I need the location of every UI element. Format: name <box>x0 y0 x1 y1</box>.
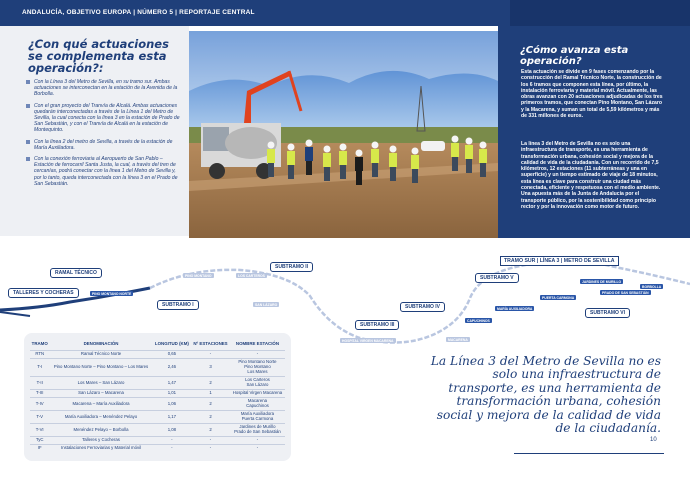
table-cell: Jardines de Murillo Prado de San Sebastián <box>230 424 285 437</box>
label-subtramo-1: SUBTRAMO I <box>157 300 199 310</box>
label-subtramo-4: SUBTRAMO IV <box>400 302 445 312</box>
table-cell: 1,08 <box>153 424 191 437</box>
table-cell: 2 <box>191 411 230 424</box>
table-cell: San Lázaro – Macarena <box>49 389 152 397</box>
station-capuchinos: CAPUCHINOS <box>467 318 490 323</box>
table-cell: - <box>230 436 285 444</box>
label-subtramo-6: SUBTRAMO VI <box>585 308 630 318</box>
table-cell: TyC <box>30 436 49 444</box>
table-cell: 3 <box>191 359 230 377</box>
table-cell: - <box>191 351 230 359</box>
station-prado-san-sebastian: PRADO DE SAN SEBASTIÁN <box>602 290 649 295</box>
left-heading: ¿Con qué actuaciones se complementa esta operación?: <box>28 37 169 75</box>
table-cell: Los Mares – San Lázaro <box>49 376 152 389</box>
table-cell: Pino Montano Norte Pino Montano Los Mares <box>230 359 285 377</box>
station-pino-montano: PINO MONTANO <box>185 273 212 278</box>
table-cell: IF <box>30 445 49 453</box>
list-item: Con la línea 2 del metro de Sevilla, a través de la estación de María Auxiliadora. <box>34 139 182 151</box>
table-cell: - <box>153 445 191 453</box>
station-maria-auxiliadora: MARÍA AUXILIADORA <box>497 306 533 311</box>
list-item: Con la conexión ferroviaria al Aeropuerto de San Pablo – Estación de ferrocarril Santa Justa, la cual, a través del tren de cercanías, podrá conectar con la línea 1 del Metro de Sevilla y, por lo tanto, queda interconectada con la línea 3 en el Prado de San Sebastián. <box>34 156 182 187</box>
table-cell: T-III <box>30 389 49 397</box>
table-cell: T-II <box>30 376 49 389</box>
table-cell: Instalaciones Ferroviarias y Material móvil <box>49 445 152 453</box>
running-header: ANDALUCÍA, OBJETIVO EUROPA | NÚMERO 5 | REPORTAJE CENTRAL <box>22 9 255 16</box>
table-cell: 2 <box>191 376 230 389</box>
label-subtramo-5: SUBTRAMO V <box>475 273 519 283</box>
label-subtramo-2: SUBTRAMO II <box>270 262 313 272</box>
col-nombre-estacion: NOMBRE ESTACIÓN <box>235 341 279 346</box>
list-item: Con la Línea 3 del Metro de Sevilla, en su tramo sur. Ambas actuaciones se interconectan en la estación de la Avenida de la Borbolla. <box>34 79 182 98</box>
table-cell: Hospital Virgen Macarena <box>230 389 285 397</box>
list-item: Con el gran proyecto del Tranvía de Alcalá. Ambas actuaciones quedarán interconectadas a través de la Línea 1 del Metro de Sevilla, la cual conecta con la línea 3 en la estación de Prado de San Sebastián, y con el Tranvía de Alcalá en la estación de Montequinto. <box>34 103 182 134</box>
table-cell: Los Carteros San Lázaro <box>230 376 285 389</box>
label-talleres: TALLERES Y COCHERAS <box>8 288 79 298</box>
table-cell: - <box>230 445 285 453</box>
table-cell: T-IV <box>30 398 49 411</box>
station-puerta-carmona: PUERTA CARMONA <box>542 295 575 300</box>
table-row <box>30 351 285 359</box>
bullet-icon <box>26 157 30 161</box>
table-cell: T-VI <box>30 424 49 437</box>
station-hospital: HOSPITAL VIRGEN MACARENA <box>342 338 394 343</box>
table-body <box>30 351 285 453</box>
table-row <box>30 411 285 424</box>
table-cell: RTN <box>30 351 49 359</box>
table-cell: 1,17 <box>153 411 191 424</box>
table-cell: María Auxiliadora – Menéndez Pelayo <box>49 411 152 424</box>
construction-site-photo <box>189 31 498 238</box>
table-cell: T-I <box>30 359 49 377</box>
table-cell: Macarena Capuchinos <box>230 398 285 411</box>
label-ramal-tecnico: RAMAL TÉCNICO <box>50 268 102 278</box>
table-header-row <box>30 339 285 351</box>
station-macarena: MACARENA <box>448 337 468 342</box>
table-row <box>30 376 285 389</box>
station-pino-montano-norte: PINO MONTANO NORTE <box>92 291 132 296</box>
table-cell: - <box>153 436 191 444</box>
table-row <box>30 389 285 397</box>
table-cell: T-V <box>30 411 49 424</box>
table-row <box>30 359 285 377</box>
impact-paragraph: La línea 3 del Metro de Sevilla no es solo una infraestructura de transporte, es una herramienta de transformación urbana, cohesión social y mejora de la calidad de vida de la ciudadanía. Con un recorrido de 7,5 kilómetros, 12 estaciones (11 subterráneas y una en superficie) y un tiempo estimado de viaje de 18 minutos, esta línea es clave para construir una ciudad más conectada, eficiente y respetuosa con el medio ambiente. Una apuesta más de la Junta de Andalucía por el transporte público, por la sostenibilidad como principio rector y por la innovación como motor de futuro. <box>521 141 661 210</box>
pull-quote: La Línea 3 del Metro de Sevilla no es solo una infraestructura de transporte, es una herramienta de transformación urbana, cohesión social y mejora de la calidad de vida de la ciudadanía. <box>430 354 661 436</box>
table-row <box>30 436 285 444</box>
tramo-sur-label: TRAMO SUR | LÍNEA 3 | METRO DE SEVILLA <box>500 256 619 266</box>
table-cell: 2 <box>191 398 230 411</box>
table-cell: Pino Montano Norte – Pino Montano – Los Mares <box>49 359 152 377</box>
table-cell: 1 <box>191 389 230 397</box>
table-cell: 1,47 <box>153 376 191 389</box>
table-cell: 1,01 <box>153 389 191 397</box>
station-jardines-murillo: JARDINES DE MURILLO <box>582 279 622 284</box>
table-cell: María Auxiliadora Puerta Carmona <box>230 411 285 424</box>
table-row <box>30 445 285 453</box>
table-cell: - <box>191 436 230 444</box>
table-cell: 0,65 <box>153 351 191 359</box>
table-cell: Menéndez Pelayo – Borbolla <box>49 424 152 437</box>
table-row <box>30 398 285 411</box>
table-cell: 2 <box>191 424 230 437</box>
station-los-carteros: LOS CARTEROS <box>238 273 265 278</box>
header-right-strip <box>510 0 690 26</box>
col-estaciones: Nº ESTACIONES <box>193 341 228 346</box>
page-number: 10 <box>650 437 657 443</box>
col-denominacion: DENOMINACIÓN <box>83 341 119 346</box>
table-cell: Macarena – María Auxiliadora <box>49 398 152 411</box>
route-talleres <box>0 312 30 316</box>
tramos-table <box>30 339 285 452</box>
label-subtramo-3: SUBTRAMO III <box>355 320 399 330</box>
table-cell: Ramal Técnico Norte <box>49 351 152 359</box>
table-cell: 2,46 <box>153 359 191 377</box>
table-row <box>30 424 285 437</box>
station-borbolla: BORBOLLA <box>642 284 662 289</box>
table-cell: Talleres y Cocheras <box>49 436 152 444</box>
right-heading: ¿Cómo avanza esta operación? <box>520 45 629 67</box>
bullet-icon <box>26 140 30 144</box>
table-cell: 1,06 <box>153 398 191 411</box>
construction-photo-illustration <box>189 31 498 238</box>
col-tramo: TRAMO <box>31 341 48 346</box>
table-cell: - <box>191 445 230 453</box>
station-san-lazaro: SAN LÁZARO <box>255 302 278 307</box>
bullet-icon <box>26 104 30 108</box>
page-divider <box>514 453 664 454</box>
actions-list <box>34 79 182 192</box>
progress-paragraph: Esta actuación se divide en 9 fases comenzando por la construcción del Ramal Técnico Norte, la construcción de los 6 tramos que componen esta línea, por último, la instalación ferroviaria y material móvil. Actualmente, las obras avanzan con 20 actuaciones adjudicadas de los tres primeros tramos, que conectan Pino Montano, San Lázaro y la Macarena, y suman un total de 5,59 kilómetros y más de 331 millones de euros. <box>521 69 663 120</box>
col-longitud: LONGITUD (KM) <box>154 341 189 346</box>
bullet-icon <box>26 80 30 84</box>
table-cell: - <box>230 351 285 359</box>
